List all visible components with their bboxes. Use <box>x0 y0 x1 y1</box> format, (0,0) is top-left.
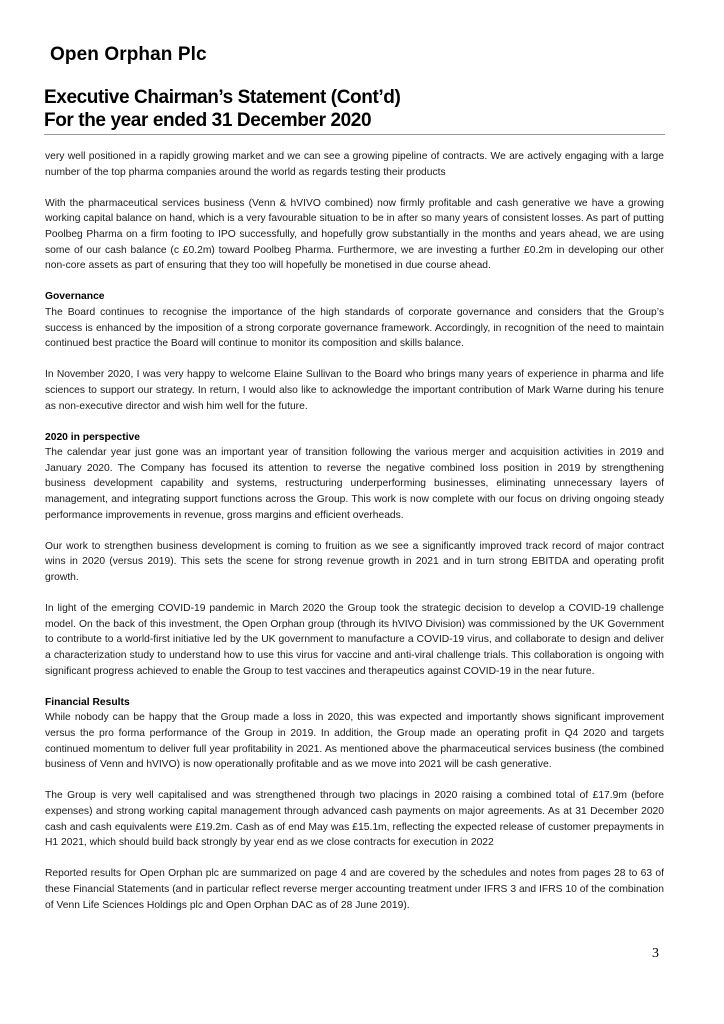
perspective-paragraph-1: The calendar year just gone was an important year of transition following the various merger and acquisition activities in 2019 and January 2020. The Company has focused its attention to reverse the negative combined loss position in 2019 by strengthening business development capability and systems, restructuring underperforming businesses, eliminating unnecessary layers of management, and integrating support functions across the Group. This work is now complete with our focus on driving ongoing steady performance improvements in revenue, gross margins and efficient overheads. <box>45 447 664 521</box>
perspective-heading: 2020 in perspective <box>45 431 141 443</box>
title-divider <box>44 134 665 135</box>
financial-heading: Financial Results <box>45 696 130 708</box>
title-line-2: For the year ended 31 December 2020 <box>44 110 372 131</box>
title-line-1: Executive Chairman’s Statement (Cont’d) <box>44 87 401 108</box>
intro-paragraph-2: With the pharmaceutical services business (Venn & hVIVO combined) now firmly profitable and cash generative we have a growing working capital balance on hand, which is a very favourable situation to be in after so many years of consistent losses. As part of putting Poolbeg Pharma on a firm footing to IPO successfully, and hopefully grow substantially in the months and years ahead, we are using some of our cash balance (c £0.2m) toward Poolbeg Pharma. Furthermore, we are investing a further £0.2m in developing our other non-core assets as part of ensuring that they too will hopefully be monetised in due course ahead. <box>45 197 664 272</box>
financial-paragraph-1: While nobody can be happy that the Group made a loss in 2020, this was expected and importantly shows significant improvement versus the pro forma performance of the Group in 2019. In addition, the Group made an operating profit in Q4 2020 and targets continued momentum to deliver full year profitability in 2021. As mentioned above the pharmaceutical services business (the combined business of Venn and hVIVO) is now operationally profitable and as we move into 2021 will be cash generative. <box>45 712 664 771</box>
company-name: Open Orphan Plc <box>50 44 207 65</box>
statement-body <box>45 149 664 929</box>
governance-paragraph-2: In November 2020, I was very happy to welcome Elaine Sullivan to the Board who brings many years of experience in pharma and life sciences to support our strategy. In return, I would also like to acknowledge the important contribution of Mark Warne during his tenure as non-executive director and wish him well for the future. <box>45 369 664 412</box>
perspective-paragraph-2: Our work to strengthen business development is coming to fruition as we see a significantly improved track record of major contract wins in 2020 (versus 2019). This sets the scene for strong revenue growth in 2021 and in turn strong EBITDA and operating profit growth. <box>45 540 664 584</box>
governance-paragraph-1: The Board continues to recognise the importance of the high standards of corporate governance and considers that the Group’s success is enhanced by the imposition of a strong corporate governance framework. Accordingly, in recognition of the need to maintain continued best practice the Board will continue to monitor its composition and skills balance. <box>45 306 664 350</box>
page-number: 3 <box>652 946 659 961</box>
governance-heading: Governance <box>45 291 105 303</box>
perspective-paragraph-3: In light of the emerging COVID-19 pandemic in March 2020 the Group took the strategic decision to develop a COVID-19 challenge model. On the back of this investment, the Open Orphan group (through its hVIVO Division) was commissioned by the UK Government to contribute to a world-first initiative led by the UK government to manufacture a COVID-19 virus, and collaborate to design and deliver a characterization study to understand how to use this virus for vaccine and anti-viral challenge trials. This collaboration is ongoing with significant progress achieved to enable the Group to test vaccines and therapeutics against COVID-19 in the near future. <box>45 603 664 677</box>
page-title <box>44 86 666 132</box>
financial-paragraph-3: Reported results for Open Orphan plc are summarized on page 4 and are covered by the schedules and notes from pages 28 to 63 of these Financial Statements (and in particular reflect reverse merger accounting treatment under IFRS 3 and IFRS 10 of the combination of Venn Life Sciences Holdings plc and Open Orphan DAC as of 28 June 2019). <box>45 868 664 911</box>
intro-paragraph-1: very well positioned in a rapidly growing market and we can see a growing pipeline of contracts. We are actively engaging with a large number of the top pharma companies around the world as regards testing their products <box>45 151 664 178</box>
financial-paragraph-2: The Group is very well capitalised and was strengthened through two placings in 2020 raising a combined total of £17.9m (before expenses) and strong working capital management through advanced cash payments on major agreements. As at 31 December 2020 cash and cash equivalents were £19.2m. Cash as of end May was £15.1m, reflecting the expected release of customer prepayments in H1 2021, which should build back strongly by year end as we close contracts for execution in 2022 <box>45 790 664 849</box>
